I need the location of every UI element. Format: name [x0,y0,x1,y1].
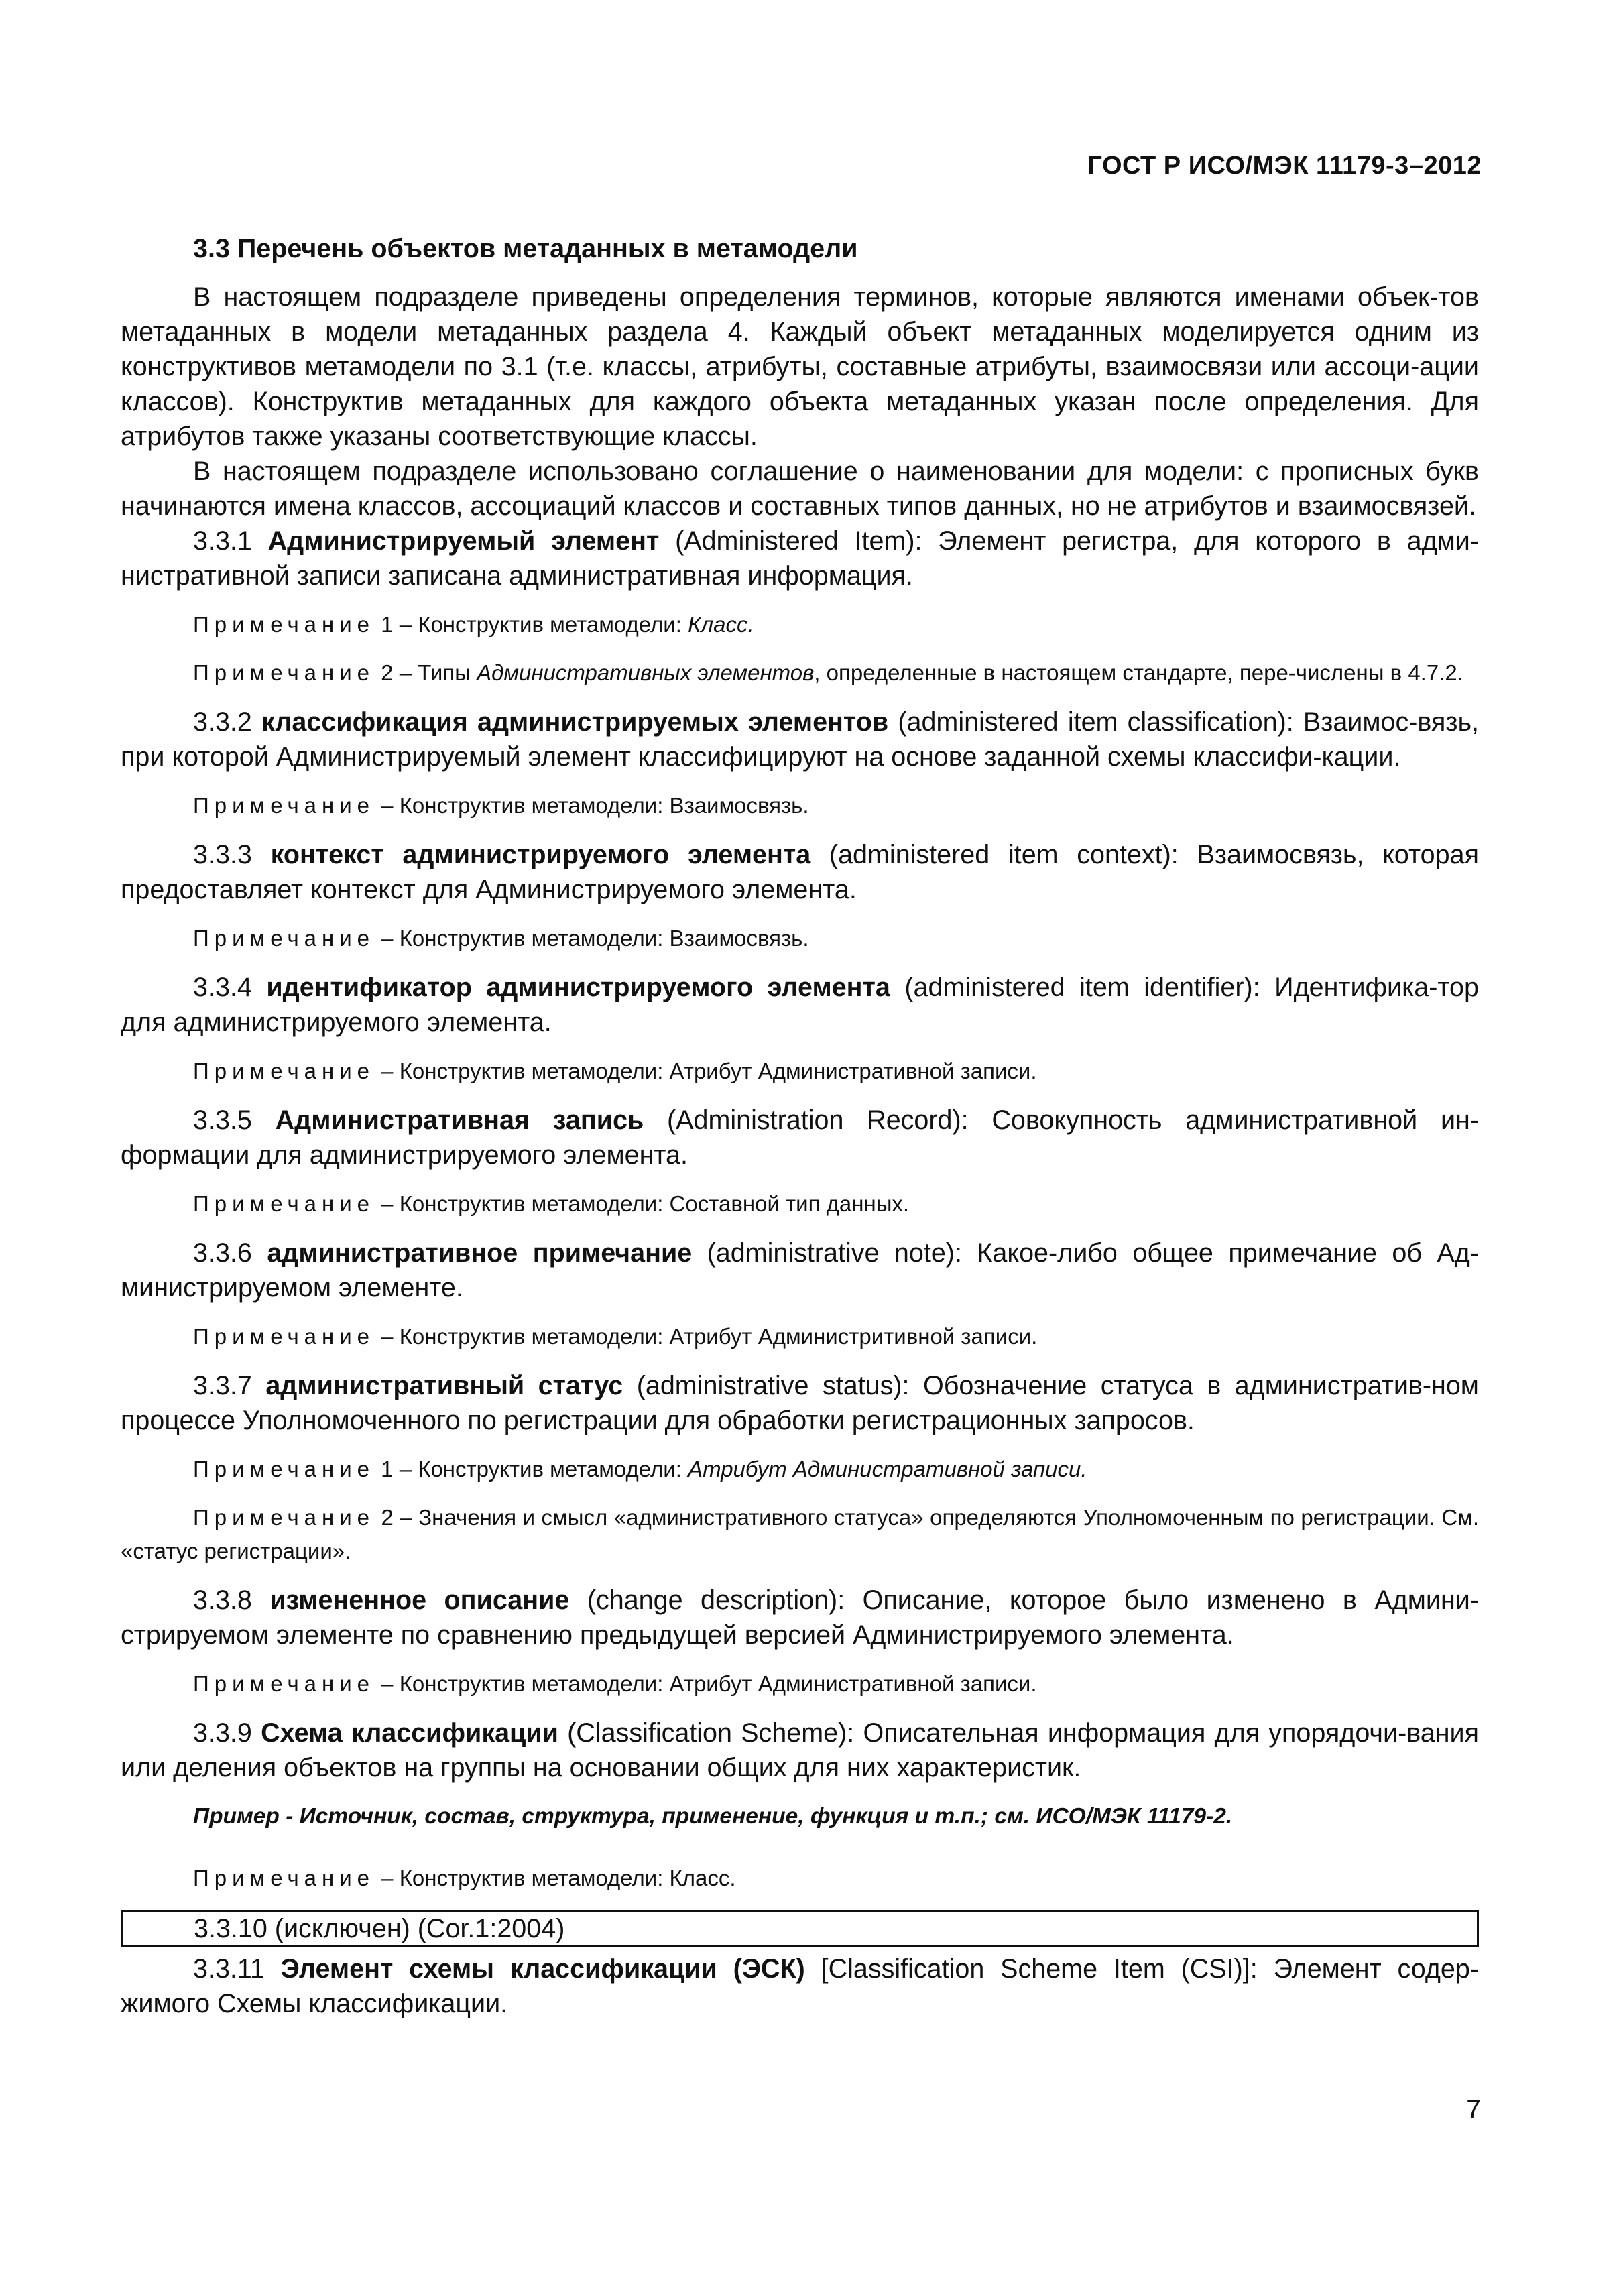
note-text: – Конструктив метамодели: Класс. [375,1866,736,1890]
page-content [121,231,1479,2021]
term-name: измененное описание [269,1585,570,1615]
term-entry [121,1368,1479,1438]
note-label: Примечание [193,1505,375,1530]
note-text: – Конструктив метамодели: Атрибут Администритивной записи. [375,1324,1038,1349]
term-definition: (administrative status): Обозначение статуса в административ-ном процессе Уполномоченного по регистрации для обработки регистрационных запросов. [121,1371,1479,1435]
term-definition: (Administered Item): Элемент регистра, для которого в адми-нистративной записи записана административная информация. [121,526,1480,591]
term-number: 3.3.11 [193,1954,265,1984]
terms-list [121,524,1479,1895]
term-entry [121,837,1479,907]
term-note [121,1187,1479,1221]
page-number: 7 [1466,2095,1481,2124]
note-text: – Конструктив метамодели: Атрибут Административной записи. [375,1059,1037,1083]
term-example: Пример - Источник, состав, структура, применение, функция и т.п.; см. ИСО/МЭК 11179-2. [193,1804,1233,1829]
term-number: 3.3.9 [193,1718,252,1748]
note-text: 1 – Конструктив метамодели: [375,1457,688,1482]
term-number: 3.3.5 [193,1105,252,1135]
note-label: Примечание [193,1191,375,1216]
note-emphasis: Атрибут Административной записи. [688,1457,1087,1482]
standard-code: ГОСТ Р ИСО/МЭК 11179-3–2012 [1087,152,1482,180]
term-entry [121,970,1479,1040]
term-note [121,608,1479,642]
note-text: – Конструктив метамодели: Взаимосвязь. [375,926,809,951]
note-emphasis: Административных элементов [477,660,815,685]
term-note [121,1054,1479,1088]
note-text: 2 – Значения и смысл «административного статуса» определяются Уполномоченным по регистрации. См. «статус регистрации». [121,1505,1479,1563]
term-number: 3.3.1 [193,526,252,556]
term-number: 3.3.8 [193,1585,252,1615]
term-note [121,1453,1479,1486]
term-definition: (Classification Scheme): Описательная информация для упорядочи-вания или деления объектов на группы на основании общих для них характеристик. [121,1718,1480,1783]
term-number: 3.3.3 [193,840,252,869]
term-note [121,789,1479,823]
intro-paragraph: В настоящем подразделе использовано соглашение о наименовании для модели: с прописных букв начинаются имена классов, ассоциаций классов и составных типов данных, но не атрибутов и взаимосвязей. [121,457,1479,521]
term-note [121,1320,1479,1353]
term-definition: (administered item classification): Взаимос-вязь, при которой Администрируемый элемент классифицируют на основе заданной схемы классифи-кации. [121,707,1479,772]
term-note [121,1667,1479,1701]
section-title: 3.3 Перечень объектов метаданных в метамодели [193,234,858,263]
note-text-rest: , определенные в настоящем стандарте, пере-числены в 4.7.2. [814,660,1463,685]
term-name: Административная запись [275,1105,644,1135]
note-label: Примечание [193,612,375,637]
note-text: – Конструктив метамодели: Составной тип данных. [375,1191,910,1216]
term-note [121,656,1479,690]
term-definition: (Administration Record): Совокупность административной ин-формации для администрируемого элемента. [121,1105,1479,1170]
intro-paragraph: В настоящем подразделе приведены определения терминов, которые являются именами объек-тов метаданных в модели метаданных раздела 4. Каждый объект метаданных моделируется одним из конструктивов метамодели по 3.1 (т.е. классы, атрибуты, составные атрибуты, взаимосвязи или ассоци-ации классов). Конструктив метаданных для каждого объекта метаданных указан после определения. Для атрибутов также указаны соответствующие классы. [121,282,1479,451]
term-note [121,1862,1479,1895]
term-note [121,1501,1479,1568]
note-text: – Конструктив метамодели: Атрибут Административной записи. [375,1671,1037,1696]
term-definition: (administrative note): Какое-либо общее примечание об Ад-министрируемом элементе. [121,1238,1479,1303]
term-note [121,922,1479,955]
term-entry [121,1103,1479,1172]
term-number: 3.3.6 [193,1238,252,1268]
term-name: Администрируемый элемент [267,526,660,556]
note-text: 2 – Типы [375,660,477,685]
note-label: Примечание [193,926,375,951]
term-entry [121,1715,1479,1785]
term-name: классификация администрируемых элементов [261,707,889,737]
note-label: Примечание [193,1324,375,1349]
note-label: Примечание [193,1671,375,1696]
term-name: Схема классификации [261,1718,558,1748]
term-definition: [Classification Scheme Item (CSI)]: Элемент содер-жимого Схемы классификации. [121,1954,1479,2018]
term-entry [121,1583,1479,1652]
term-name: административное примечание [267,1238,693,1268]
term-name: контекст администрируемого элемента [270,840,811,869]
note-text: 1 – Конструктив метамодели: [375,612,688,637]
term-entry [121,1951,1479,2021]
term-name: административный статус [265,1371,623,1400]
note-text: – Конструктив метамодели: Взаимосвязь. [375,793,809,818]
note-label: Примечание [193,660,375,685]
note-label: Примечание [193,1059,375,1083]
term-name: идентификатор администрируемого элемента [266,973,890,1002]
term-number: 3.3.2 [193,707,252,737]
term-number: 3.3.7 [193,1371,252,1400]
term-entry [121,524,1479,593]
excluded-item-box: 3.3.10 (исключен) (Cor.1:2004) [121,1910,1479,1947]
term-definition: (administered item identifier): Идентифика-тор для администрируемого элемента. [121,973,1479,1037]
term-name: Элемент схемы классификации (ЭСК) [280,1954,805,1984]
note-label: Примечание [193,793,375,818]
term-entry [121,1235,1479,1305]
note-label: Примечание [193,1457,375,1482]
term-definition: (change description): Описание, которое было изменено в Админи-стрируемом элементе по сравнению предыдущей версией Администрируемого элемента. [121,1585,1479,1650]
note-label: Примечание [193,1866,375,1890]
term-number: 3.3.4 [193,973,252,1002]
note-emphasis: Класс. [688,612,754,637]
term-entry [121,705,1479,774]
term-definition: (administered item context): Взаимосвязь, которая предоставляет контекст для Администрируемого элемента. [121,840,1479,904]
